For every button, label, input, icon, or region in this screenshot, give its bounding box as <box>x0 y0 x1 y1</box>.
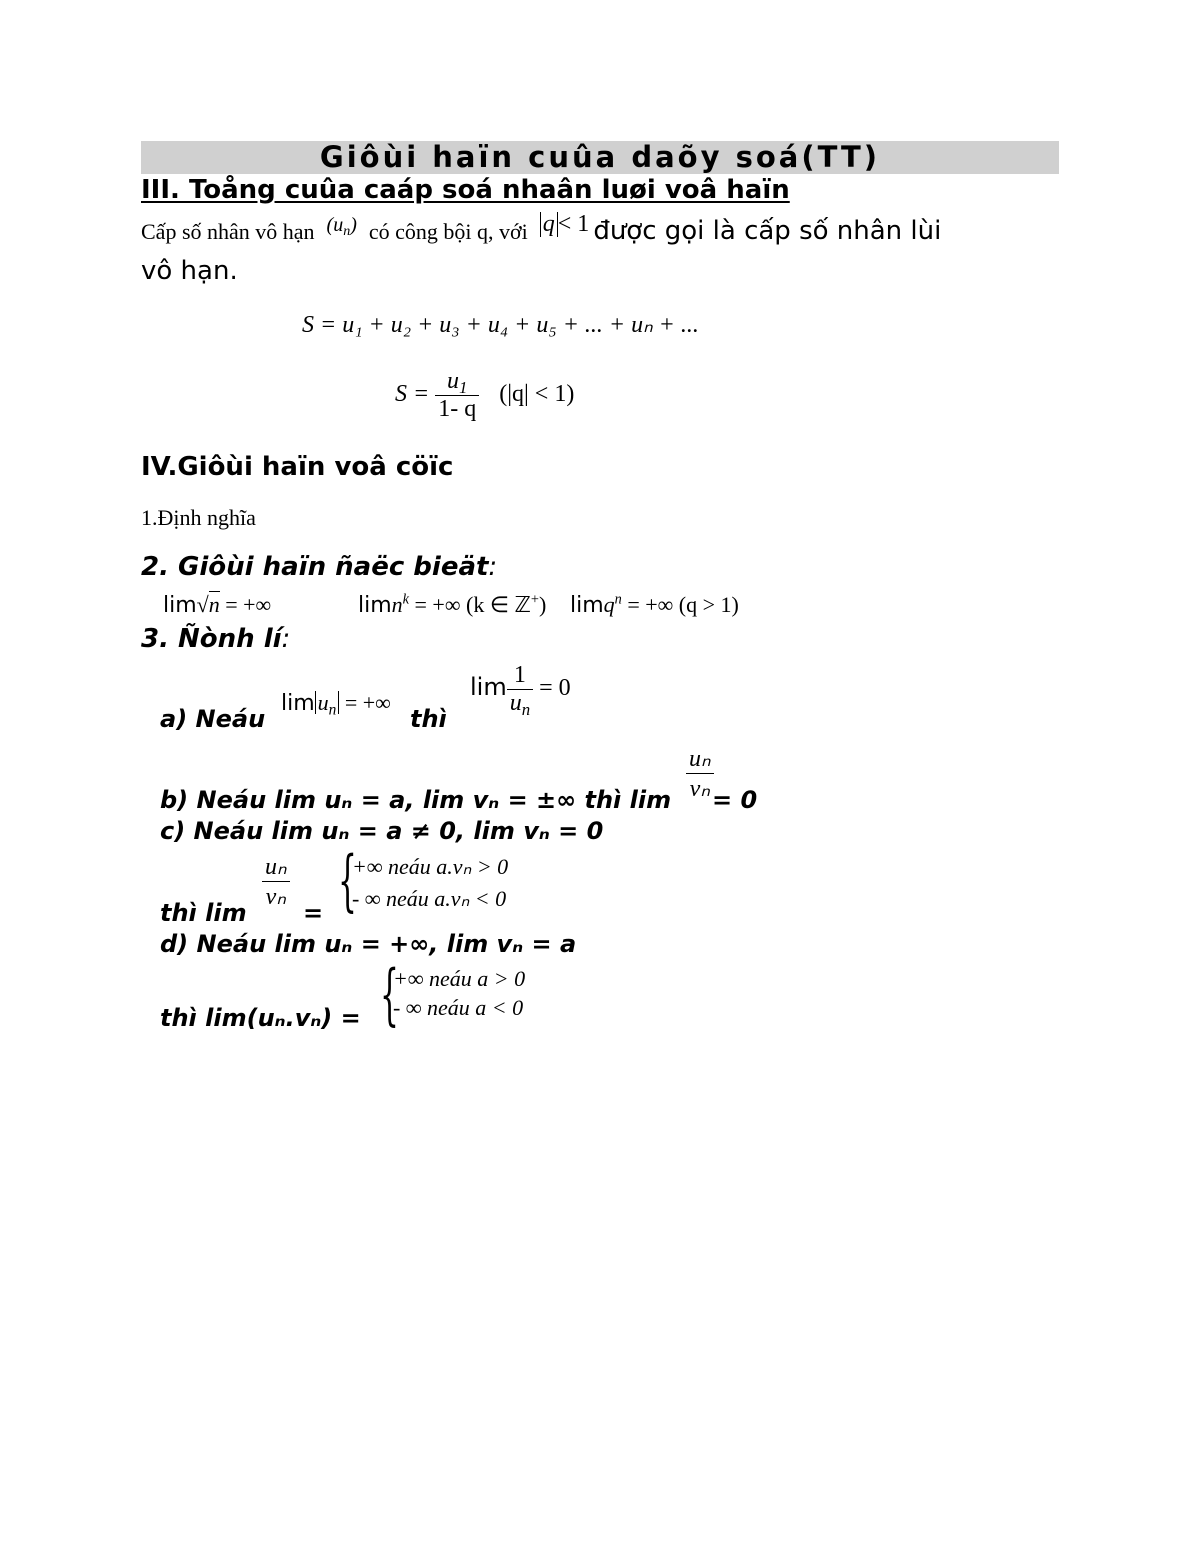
case-d-case-2: - ∞ neáu a < 0 <box>393 995 524 1020</box>
sum-series-formula: S = u₁ + u₂ + u₃ + u₄ + u₅ + ... + uₙ + ... <box>302 312 699 338</box>
case-d-text: d) Neáu lim uₙ = +∞, lim vₙ = a <box>160 930 577 958</box>
case-a-result: lim $\frac{1}{u_n}$ = 0 <box>470 662 571 720</box>
definition-heading: 1.Định nghĩa <box>141 505 256 530</box>
theorem-heading: 3. Ñònh lí: <box>141 624 291 654</box>
sum-fraction: $\frac{u_1}{1- q}$ <box>435 368 479 423</box>
case-c-case-2: - ∞ neáu a.vₙ < 0 <box>352 886 507 911</box>
sum-formula: S = $\frac{u_1}{1- q}$ (|q| < 1) <box>395 368 575 422</box>
limit-sqrt-n: lim√n = +∞ <box>163 592 272 618</box>
limit-q-power-n: limq$^n$ = +∞ (q > 1) <box>570 591 739 618</box>
reciprocal-fraction: $\frac{1}{u_n}$ <box>507 662 533 717</box>
case-c-fraction: $\frac{\text{uₙ}}{\text{vₙ}}$ <box>262 852 290 911</box>
page-title: Giôùi haïn cuûa daõy soá(TT) <box>319 140 881 174</box>
intro-part-b: có công bội q, với <box>368 219 528 244</box>
case-b-fraction: $\frac{\text{uₙ}}{\text{vₙ}}$ <box>686 744 714 803</box>
case-b-text: b) Neáu lim uₙ = a, lim vₙ = ±∞ thì lim <box>160 786 672 814</box>
section-4-heading: IV.Giôùi haïn voâ cöïc <box>141 452 454 482</box>
case-d-brace: { <box>380 956 399 1033</box>
case-a-then: thì <box>410 705 447 733</box>
intro-line <box>141 211 942 256</box>
intro-part-a: Cấp số nhân vô hạn <box>141 219 315 244</box>
case-c-equals: = <box>303 899 324 927</box>
seq-un: $(u_n)$ <box>326 214 357 240</box>
case-a-label: a) Neáu <box>160 705 266 733</box>
abs-q-lt-1: q < 1 <box>540 211 590 237</box>
limit-n-power-k: limn$^k$ = +∞ (k ∈ ℤ+) <box>358 591 547 618</box>
case-d-then: thì lim(uₙ.vₙ) = <box>160 1004 361 1032</box>
case-c-brace: { <box>338 842 357 919</box>
sum-condition: (|q| < 1) <box>499 381 575 408</box>
case-a-condition: $\lim u_n$ = +∞ <box>281 690 391 719</box>
special-limits-heading: 2. Giôùi haïn ñaëc bieät: <box>141 552 498 582</box>
case-b-result: = 0 <box>712 786 758 814</box>
case-d-case-1: +∞ neáu a > 0 <box>393 966 526 991</box>
intro-part-d: vô hạn. <box>141 256 238 286</box>
case-c-case-1: +∞ neáu a.vₙ > 0 <box>352 854 509 879</box>
section-3-heading: III. Toång cuûa caáp soá nhaân luøi voâ haïn <box>141 175 790 205</box>
case-c-text: c) Neáu lim uₙ = a ≠ 0, lim vₙ = 0 <box>160 817 604 845</box>
intro-part-c: được gọi là cấp số nhân lùi <box>593 216 942 246</box>
case-c-then: thì lim <box>160 899 247 927</box>
